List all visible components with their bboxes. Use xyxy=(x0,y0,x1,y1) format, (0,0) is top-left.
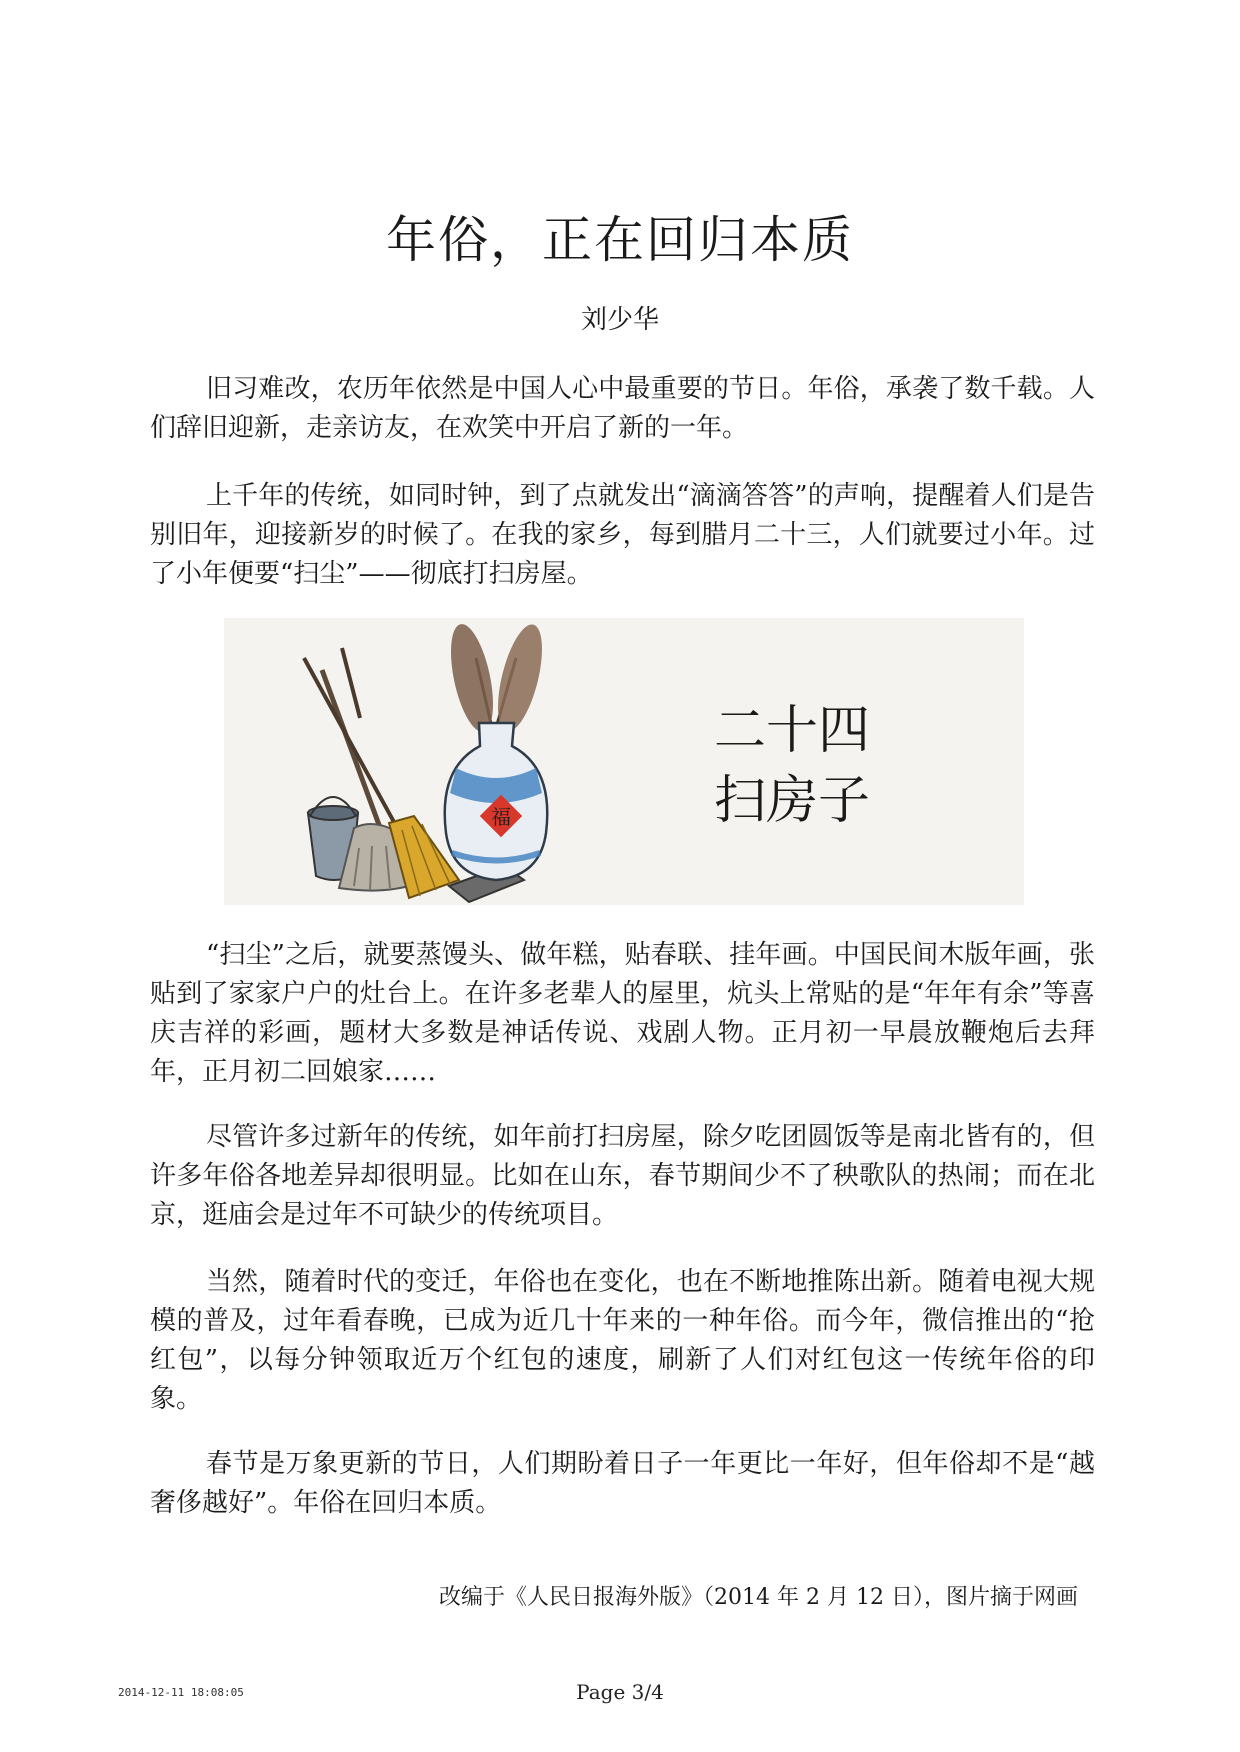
page-number: Page 3/4 xyxy=(576,1680,664,1704)
illustration-caption-line2: 扫房子 xyxy=(714,771,871,831)
paragraph: 旧习难改，农历年依然是中国人心中最重要的节日。年俗，承袭了数千载。人们辞旧迎新，走亲访友，在欢笑中开启了新的一年。 xyxy=(150,374,1095,443)
vase-icon xyxy=(445,723,548,880)
cleaning-illustration xyxy=(224,618,1024,905)
illustration-caption-line1: 二十四 xyxy=(714,701,871,761)
feather-duster-icon xyxy=(443,620,551,735)
paragraph: 尽管许多过新年的传统，如年前打扫房屋，除夕吃团圆饭等是南北皆有的，但许多年俗各地差异却很明显。比如在山东，春节期间少不了秧歌队的热闹；而在北京，逛庙会是过年不可缺少的传统项目。 xyxy=(150,1122,1095,1230)
paragraph: 春节是万象更新的节日，人们期盼着日子一年更比一年好，但年俗却不是“越奢侈越好”。年俗在回归本质。 xyxy=(150,1449,1095,1518)
paragraph: 上千年的传统，如同时钟，到了点就发出“滴滴答答”的声响，提醒着人们是告别旧年，迎接新岁的时候了。在我的家乡，每到腊月二十三，人们就要过小年。过了小年便要“扫尘”——彻底打扫房屋。 xyxy=(150,481,1095,589)
source-attribution: 改编于《人民日报海外版》（2014 年 2 月 12 日），图片摘于网画 xyxy=(439,1585,1078,1610)
article-title: 年俗，正在回归本质 xyxy=(386,211,854,269)
print-timestamp: 2014-12-11 18:08:05 xyxy=(118,1686,244,1699)
cleaning-illustration-drawing xyxy=(224,618,1024,905)
paragraph: “扫尘”之后，就要蒸馒头、做年糕，贴春联、挂年画。中国民间木版年画，张贴到了家家户户的灶台上。在许多老辈人的屋里，炕头上常贴的是“年年有余”等喜庆吉祥的彩画，题材大多数是神话传说、戏剧人物。正月初一早晨放鞭炮后去拜年，正月初二回娘家…… xyxy=(150,940,1095,1087)
vase-fu-character: 福 xyxy=(491,805,511,829)
paragraph: 当然，随着时代的变迁，年俗也在变化，也在不断地推陈出新。随着电视大规模的普及，过年看春晚，已成为近几十年来的一种年俗。而今年，微信推出的“抢红包”，以每分钟领取近万个红包的速度，刷新了人们对红包这一传统年俗的印象。 xyxy=(150,1267,1095,1414)
article-author: 刘少华 xyxy=(580,305,659,335)
